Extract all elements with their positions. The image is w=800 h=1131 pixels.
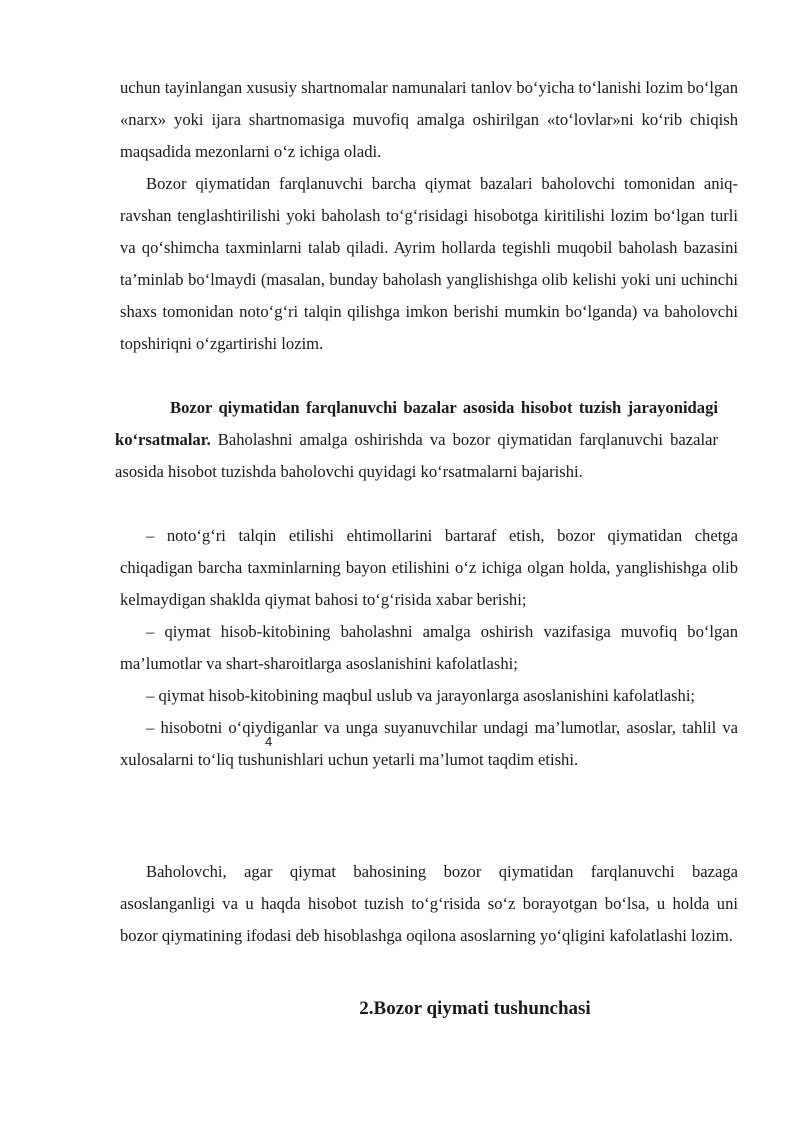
paragraph-1: uchun tayinlangan xususiy shartnomalar namunalari tanlov bo‘yicha to‘lanishi lozim bo‘lgan «narx» yoki ijara shartnomasiga muvofiq amalga oshirilgan «to‘lovlar»ni ko‘rib chiqish maqsadida mezonlarni o‘z ichiga oladi. — [120, 78, 738, 161]
paragraph-3 — [115, 392, 718, 488]
paragraph-value-bases — [120, 168, 738, 360]
dash-item-4: – hisobotni o‘qiydiganlar va unga suyanuvchilar undagi ma’lumotlar, asoslar, tahlil va xulosalarni to‘liq tushunishlari uchun yetarli ma’lumot taqdim etishi. — [120, 718, 738, 769]
paragraph-2: Bozor qiymatidan farqlanuvchi barcha qiymat bazalari baholovchi tomonidan aniq-ravshan tenglashtirilishi yoki baholash to‘g‘risidagi hisobotga kiritilishi lozim bo‘lgan turli va qo‘shimcha taxminlarni talab qiladi. Ayrim hollarda tegishli muqobil baholash bazasini ta’minlab bo‘lmaydi (masalan, bunday baholash yanglishishga olib kelishi yoki uni uchinchi shaxs tomonidan noto‘g‘ri talqin qilishga imkon berishi mumkin bo‘lganda) va baholovchi topshiriqni o‘zgartirishi lozim. — [120, 174, 738, 353]
dash-item-3: – qiymat hisob-kitobining maqbul uslub va jarayonlarga asoslanishini kafolatlashi; — [146, 686, 696, 705]
dash-item-2: – qiymat hisob-kitobining baholashni amalga oshirish vazifasiga muvofiq bo‘lgan ma’lumotlar va shart-sharoitlarga asoslanishini kafolatlashi; — [120, 622, 738, 673]
guidelines-text: Baholashni amalga oshirishda va bozor qiymatidan farqlanuvchi bazalar asosida hisobot tuzishda baholovchi quyidagi ko‘rsatmalarni bajarishi. — [115, 430, 718, 481]
section-heading: 2.Bozor qiymati tushunchasi — [359, 998, 591, 1019]
dash-list — [120, 520, 738, 776]
paragraph-guidelines — [115, 392, 718, 488]
paragraph-continuation — [120, 72, 738, 168]
paragraph-conclusion — [120, 856, 738, 952]
paragraph-4: Baholovchi, agar qiymat bahosining bozor qiymatidan farqlanuvchi bazaga asoslanganligi va u haqda hisobot tuzish to‘g‘risida so‘z borayotgan bo‘lsa, u holda uni bozor qiymatining ifodasi deb hisoblashga oqilona asoslarning yo‘qligini kafolatlashi lozim. — [120, 862, 738, 945]
guidelines-heading: Bozor qiymatidan farqlanuvchi bazalar asosida hisobot tuzish jarayonidagi ko‘rsatmalar. — [115, 398, 718, 449]
page-number: 4 — [265, 734, 273, 749]
dash-item-1: – noto‘g‘ri talqin etilishi ehtimollarini bartaraf etish, bozor qiymatidan chetga chiqadigan barcha taxminlarning bayon etilishini o‘z ichiga olgan holda, yanglishishga olib kelmaydigan shaklda qiymat bahosi to‘g‘risida xabar berishi; — [120, 526, 738, 609]
